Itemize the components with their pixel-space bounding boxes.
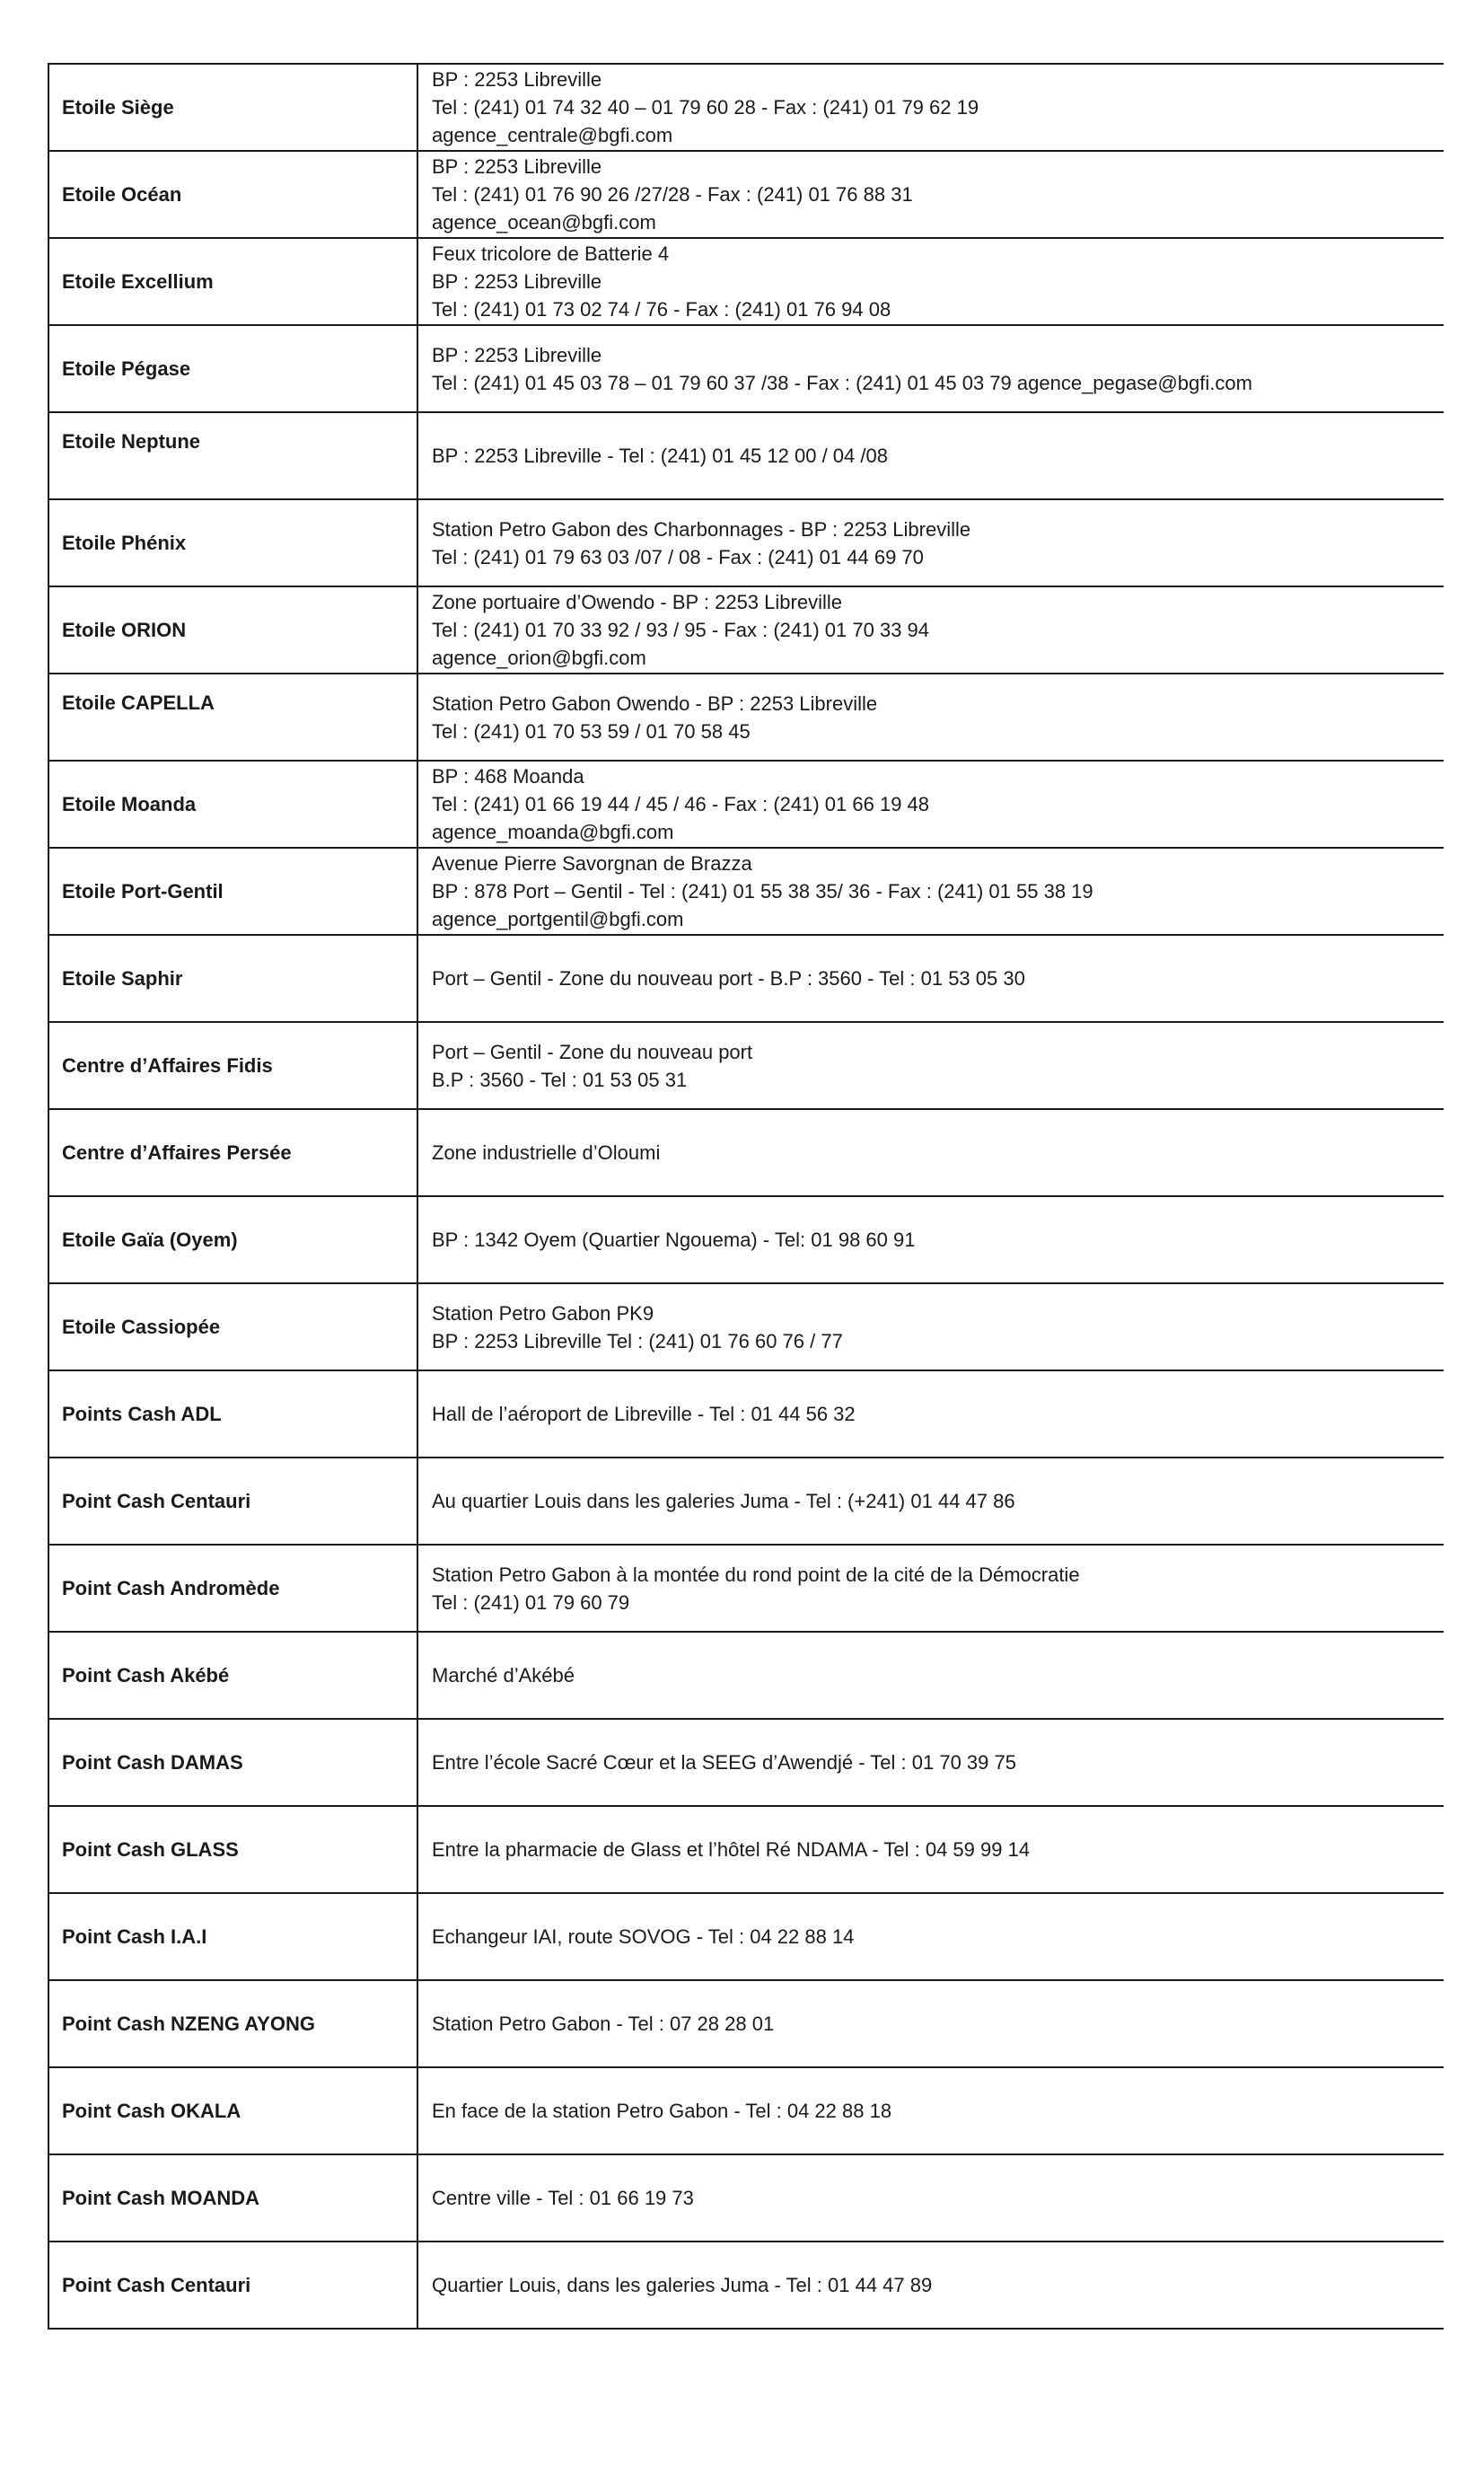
address-line: B.P : 3560 - Tel : 01 53 05 31 xyxy=(432,1068,688,1091)
address-line: Tel : (241) 01 79 63 03 /07 / 08 - Fax : (241) 01 44 69 70 xyxy=(432,545,924,568)
address-line: agence_moanda@bgfi.com xyxy=(432,821,674,843)
agency-address-cell xyxy=(417,586,1444,674)
address-line: Station Petro Gabon Owendo - BP : 2253 Libreville xyxy=(432,691,878,715)
address-line: Au quartier Louis dans les galeries Juma - Tel : (+241) 01 44 47 86 xyxy=(432,1490,1015,1512)
table-row xyxy=(48,1545,1444,1632)
agency-address-cell xyxy=(417,1283,1444,1370)
agency-name-cell: Point Cash I.A.I xyxy=(48,1893,417,1980)
table-row xyxy=(48,674,1444,761)
agency-address-cell xyxy=(417,674,1444,761)
address-line: Tel : (241) 01 70 53 59 / 01 70 58 45 xyxy=(432,719,751,743)
agency-address-cell xyxy=(417,1458,1444,1545)
table-row xyxy=(48,935,1444,1022)
agency-name-cell: Etoile Phénix xyxy=(48,499,417,586)
agency-name-cell: Etoile Saphir xyxy=(48,935,417,1022)
address-line: Tel : (241) 01 45 03 78 – 01 79 60 37 /38 - Fax : (241) 01 45 03 79 agence_pegase@bgfi.com xyxy=(432,371,1252,394)
address-line: Marché d’Akébé xyxy=(432,1664,575,1687)
table-row xyxy=(48,1719,1444,1806)
table-row xyxy=(48,1022,1444,1109)
address-line: agence_orion@bgfi.com xyxy=(432,647,646,669)
address-line: BP : 1342 Oyem (Quartier Ngouema) - Tel: 01 98 60 91 xyxy=(432,1229,916,1251)
agency-name-cell: Point Cash MOANDA xyxy=(48,2154,417,2242)
address-line: Quartier Louis, dans les galeries Juma - Tel : 01 44 47 89 xyxy=(432,2274,933,2296)
table-row xyxy=(48,325,1444,412)
agency-address-cell xyxy=(417,1545,1444,1632)
agency-address-cell xyxy=(417,1109,1444,1196)
agency-address-cell xyxy=(417,2154,1444,2242)
agency-address-cell xyxy=(417,1806,1444,1893)
address-line: BP : 2253 Libreville - Tel : (241) 01 45 12 00 / 04 /08 xyxy=(432,445,888,467)
agency-name-cell: Point Cash DAMAS xyxy=(48,1719,417,1806)
agency-address-cell xyxy=(417,1893,1444,1980)
agency-name-cell: Point Cash Akébé xyxy=(48,1632,417,1719)
agency-address-cell xyxy=(417,64,1444,151)
table-row xyxy=(48,1893,1444,1980)
agency-name-cell: Points Cash ADL xyxy=(48,1370,417,1458)
agency-address-cell xyxy=(417,1719,1444,1806)
table-row xyxy=(48,1632,1444,1719)
address-line: En face de la station Petro Gabon - Tel : 04 22 88 18 xyxy=(432,2100,892,2122)
address-line: Centre ville - Tel : 01 66 19 73 xyxy=(432,2187,694,2209)
table-row xyxy=(48,586,1444,674)
agency-name-cell: Etoile Moanda xyxy=(48,761,417,848)
agency-name-cell: Etoile Excellium xyxy=(48,238,417,325)
agency-address-cell xyxy=(417,151,1444,238)
agency-address-cell xyxy=(417,761,1444,848)
table-row xyxy=(48,1806,1444,1893)
address-line: Tel : (241) 01 66 19 44 / 45 / 46 - Fax : (241) 01 66 19 48 xyxy=(432,793,930,815)
address-line: Station Petro Gabon PK9 xyxy=(432,1301,654,1325)
table-row xyxy=(48,499,1444,586)
agency-directory-table xyxy=(48,63,1444,2330)
address-line: Port – Gentil - Zone du nouveau port - B.P : 3560 - Tel : 01 53 05 30 xyxy=(432,967,1025,990)
table-row xyxy=(48,2067,1444,2154)
address-line: BP : 2253 Libreville xyxy=(432,68,602,91)
table-row xyxy=(48,1283,1444,1370)
agency-address-cell xyxy=(417,412,1444,499)
agency-address-cell xyxy=(417,499,1444,586)
agency-name-cell: Point Cash OKALA xyxy=(48,2067,417,2154)
agency-name-cell: Etoile Pégase xyxy=(48,325,417,412)
agency-name-cell: Point Cash NZENG AYONG xyxy=(48,1980,417,2067)
agency-address-cell xyxy=(417,1980,1444,2067)
table-row xyxy=(48,1458,1444,1545)
address-line: Zone portuaire d’Owendo - BP : 2253 Libreville xyxy=(432,591,842,613)
address-line: agence_centrale@bgfi.com xyxy=(432,124,673,146)
table-row xyxy=(48,1370,1444,1458)
agency-address-cell xyxy=(417,1196,1444,1283)
address-line: Tel : (241) 01 73 02 74 / 76 - Fax : (241) 01 76 94 08 xyxy=(432,298,891,321)
table-row xyxy=(48,64,1444,151)
address-line: Avenue Pierre Savorgnan de Brazza xyxy=(432,852,752,875)
table-row xyxy=(48,2242,1444,2329)
table-row xyxy=(48,151,1444,238)
address-line: Tel : (241) 01 70 33 92 / 93 / 95 - Fax : (241) 01 70 33 94 xyxy=(432,619,930,641)
address-line: BP : 2253 Libreville xyxy=(432,343,602,366)
agency-address-cell xyxy=(417,2242,1444,2329)
agency-name-cell: Etoile Port-Gentil xyxy=(48,848,417,935)
agency-name-cell: Centre d’Affaires Persée xyxy=(48,1109,417,1196)
address-line: Tel : (241) 01 76 90 26 /27/28 - Fax : (241) 01 76 88 31 xyxy=(432,183,913,206)
table-row xyxy=(48,1980,1444,2067)
agency-address-cell xyxy=(417,2067,1444,2154)
address-line: BP : 468 Moanda xyxy=(432,765,584,788)
agency-name-cell: Etoile Gaïa (Oyem) xyxy=(48,1196,417,1283)
address-line: Feux tricolore de Batterie 4 xyxy=(432,242,670,265)
address-line: Station Petro Gabon à la montée du rond point de la cité de la Démocratie xyxy=(432,1563,1080,1586)
address-line: Entre la pharmacie de Glass et l’hôtel Ré NDAMA - Tel : 04 59 99 14 xyxy=(432,1838,1031,1861)
agency-address-cell xyxy=(417,848,1444,935)
agency-address-cell xyxy=(417,1022,1444,1109)
table-row xyxy=(48,848,1444,935)
address-line: BP : 878 Port – Gentil - Tel : (241) 01 55 38 35/ 36 - Fax : (241) 01 55 38 19 xyxy=(432,880,1093,903)
address-line: BP : 2253 Libreville xyxy=(432,155,602,178)
address-line: agence_ocean@bgfi.com xyxy=(432,211,656,233)
agency-name-cell: Etoile Cassiopée xyxy=(48,1283,417,1370)
agency-name-cell: Etoile ORION xyxy=(48,586,417,674)
address-line: BP : 2253 Libreville xyxy=(432,270,602,293)
address-line: agence_portgentil@bgfi.com xyxy=(432,908,684,930)
address-line: Tel : (241) 01 79 60 79 xyxy=(432,1590,630,1614)
table-row xyxy=(48,412,1444,499)
agency-name-cell: Etoile Neptune xyxy=(48,412,417,499)
agency-name-cell: Etoile Siège xyxy=(48,64,417,151)
agency-address-cell xyxy=(417,1632,1444,1719)
agency-name-cell: Point Cash Andromède xyxy=(48,1545,417,1632)
table-body xyxy=(48,64,1444,2329)
agency-name-cell: Centre d’Affaires Fidis xyxy=(48,1022,417,1109)
agency-name-cell: Etoile Océan xyxy=(48,151,417,238)
table-row xyxy=(48,1196,1444,1283)
agency-name-cell: Point Cash Centauri xyxy=(48,2242,417,2329)
table-row xyxy=(48,1109,1444,1196)
address-line: Station Petro Gabon - Tel : 07 28 28 01 xyxy=(432,2013,775,2035)
address-line: Tel : (241) 01 74 32 40 – 01 79 60 28 - Fax : (241) 01 79 62 19 xyxy=(432,96,979,119)
table-row xyxy=(48,761,1444,848)
agency-name-cell: Point Cash GLASS xyxy=(48,1806,417,1893)
address-line: Entre l’école Sacré Cœur et la SEEG d’Awendjé - Tel : 01 70 39 75 xyxy=(432,1751,1016,1774)
agency-address-cell xyxy=(417,238,1444,325)
address-line: Hall de l’aéroport de Libreville - Tel : 01 44 56 32 xyxy=(432,1403,856,1425)
agency-address-cell xyxy=(417,325,1444,412)
table-row xyxy=(48,238,1444,325)
agency-name-cell: Etoile CAPELLA xyxy=(48,674,417,761)
address-line: Echangeur IAI, route SOVOG - Tel : 04 22 88 14 xyxy=(432,1925,855,1948)
address-line: BP : 2253 Libreville Tel : (241) 01 76 60 76 / 77 xyxy=(432,1329,843,1352)
table-row xyxy=(48,2154,1444,2242)
address-line: Zone industrielle d’Oloumi xyxy=(432,1141,661,1164)
address-line: Station Petro Gabon des Charbonnages - BP : 2253 Libreville xyxy=(432,517,971,541)
agency-address-cell xyxy=(417,935,1444,1022)
agency-name-cell: Point Cash Centauri xyxy=(48,1458,417,1545)
agency-address-cell xyxy=(417,1370,1444,1458)
address-line: Port – Gentil - Zone du nouveau port xyxy=(432,1040,753,1063)
